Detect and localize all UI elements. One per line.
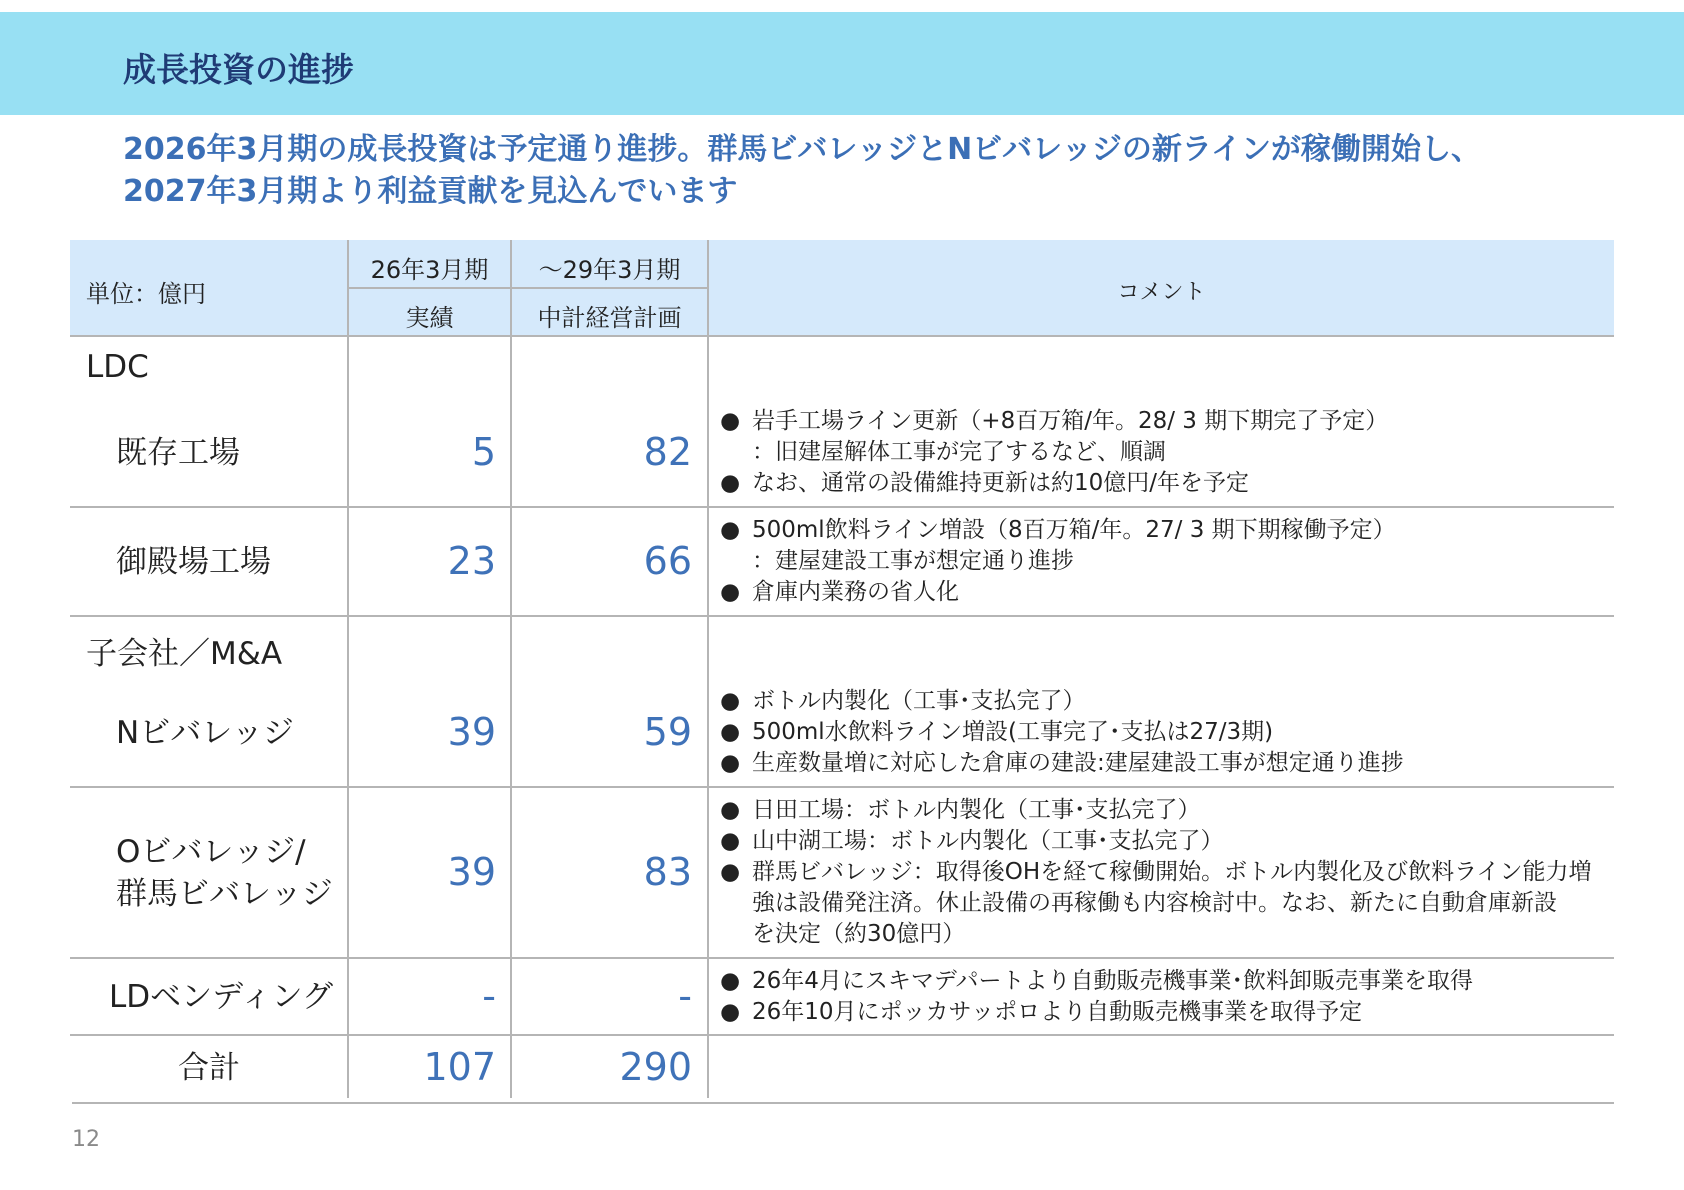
comment-block: [720, 406, 1388, 499]
row-line: [70, 786, 1614, 788]
comment-item: ● 500ml水飲料ライン増設(工事完了･支払は27/3期): [720, 717, 1404, 748]
bullet-icon: ●: [720, 828, 741, 854]
column-divider: [707, 240, 709, 1098]
comment-item: ● なお、通常の設備維持更新は約10億円/年を予定: [720, 468, 1388, 499]
comment-block: [720, 966, 1473, 1028]
page-number: 12: [72, 1127, 100, 1152]
row-line: [70, 615, 1614, 617]
actual-value: -: [482, 974, 496, 1018]
comment-item: ：旧建屋解体工事が完了するなど、順調: [752, 439, 1166, 465]
total-plan-value: 290: [619, 1045, 692, 1089]
row-label-line: 群馬ビバレッジ: [116, 876, 333, 912]
bullet-icon: ●: [720, 688, 741, 714]
bullet-icon: ●: [720, 999, 741, 1025]
plan-value: 66: [643, 539, 692, 583]
headline-line-1: 2026年3月期の成長投資は予定通り進捗。群馬ビバレッジとNビバレッジの新ラインが稼働開始し、: [123, 132, 1481, 167]
header-bottom-line: [70, 335, 1614, 337]
row-label-o-gunma-beverage: [116, 831, 333, 915]
headline-line-2: 2027年3月期より利益貢献を見込んでいます: [123, 174, 738, 209]
col-comment: コメント: [1117, 280, 1206, 305]
plan-value: -: [678, 974, 692, 1018]
table-bottom-line: [72, 1102, 1614, 1104]
actual-value: 5: [471, 430, 496, 474]
bullet-icon: ●: [720, 470, 741, 496]
col-plan-label: 中計経営計画: [537, 304, 682, 332]
row-label-ld-vending: LDベンディング: [109, 979, 334, 1015]
comment-block: [720, 795, 1591, 950]
row-label-total: 合計: [178, 1050, 240, 1086]
actual-value: 39: [447, 850, 496, 894]
comment-item: ● 群馬ビバレッジ：取得後OHを経て稼働開始。ボトル内製化及び飲料ライン能力増: [720, 857, 1591, 888]
col-actual-period: 26年3月期: [370, 256, 489, 284]
column-divider: [347, 240, 349, 1098]
unit-label: 単位：億円: [86, 280, 206, 308]
comment-item: ：建屋建設工事が想定通り進捗: [752, 548, 1074, 574]
row-line: [70, 1034, 1614, 1036]
row-label-n-beverage: Nビバレッジ: [116, 715, 294, 751]
header-divider: [348, 287, 708, 289]
page-title: 成長投資の進捗: [123, 50, 354, 89]
col-plan-period: ～29年3月期: [538, 256, 681, 284]
comment-item: ● 岩手工場ライン更新（+8百万箱/年。28/ 3 期下期完了予定）: [720, 406, 1388, 437]
row-label-gotemba-plant: 御殿場工場: [116, 544, 271, 580]
comment-block: [720, 515, 1396, 608]
bullet-icon: ●: [720, 859, 741, 885]
group-subsidiary: 子会社／M&A: [86, 636, 283, 672]
comment-item: ● 山中湖工場：ボトル内製化（工事･支払完了）: [720, 826, 1591, 857]
bullet-icon: ●: [720, 408, 741, 434]
comment-item: ● 生産数量増に対応した倉庫の建設:建屋建設工事が想定通り進捗: [720, 748, 1404, 779]
comment-item: ● 26年10月にポッカサッポロより自動販売機事業を取得予定: [720, 997, 1473, 1028]
row-line: [70, 506, 1614, 508]
plan-value: 59: [643, 710, 692, 754]
row-label-existing-plant: 既存工場: [116, 435, 240, 471]
total-actual-value: 107: [423, 1045, 496, 1089]
comment-item: を決定（約30億円）: [752, 921, 966, 947]
bullet-icon: ●: [720, 750, 741, 776]
row-label-line: Oビバレッジ/: [116, 834, 306, 870]
plan-value: 83: [643, 850, 692, 894]
plan-value: 82: [643, 430, 692, 474]
comment-item: ● 日田工場：ボトル内製化（工事･支払完了）: [720, 795, 1591, 826]
row-line: [70, 957, 1614, 959]
comment-item: ● ボトル内製化（工事･支払完了）: [720, 686, 1404, 717]
bullet-icon: ●: [720, 719, 741, 745]
actual-value: 39: [447, 710, 496, 754]
bullet-icon: ●: [720, 517, 741, 543]
actual-value: 23: [447, 539, 496, 583]
group-ldc: LDC: [86, 349, 149, 385]
col-actual-label: 実績: [405, 304, 454, 332]
comment-item: ● 26年4月にスキマデパートより自動販売機事業･飲料卸販売事業を取得: [720, 966, 1473, 997]
bullet-icon: ●: [720, 968, 741, 994]
comment-item: 強は設備発注済。休止設備の再稼働も内容検討中。なお、新たに自動倉庫新設: [752, 890, 1557, 916]
column-divider: [510, 240, 512, 1098]
comment-item: ● 倉庫内業務の省人化: [720, 577, 1396, 608]
bullet-icon: ●: [720, 797, 741, 823]
headline: [123, 129, 1481, 213]
comment-item: ● 500ml飲料ライン増設（8百万箱/年。27/ 3 期下期稼働予定）: [720, 515, 1396, 546]
bullet-icon: ●: [720, 579, 741, 605]
comment-block: [720, 686, 1404, 779]
